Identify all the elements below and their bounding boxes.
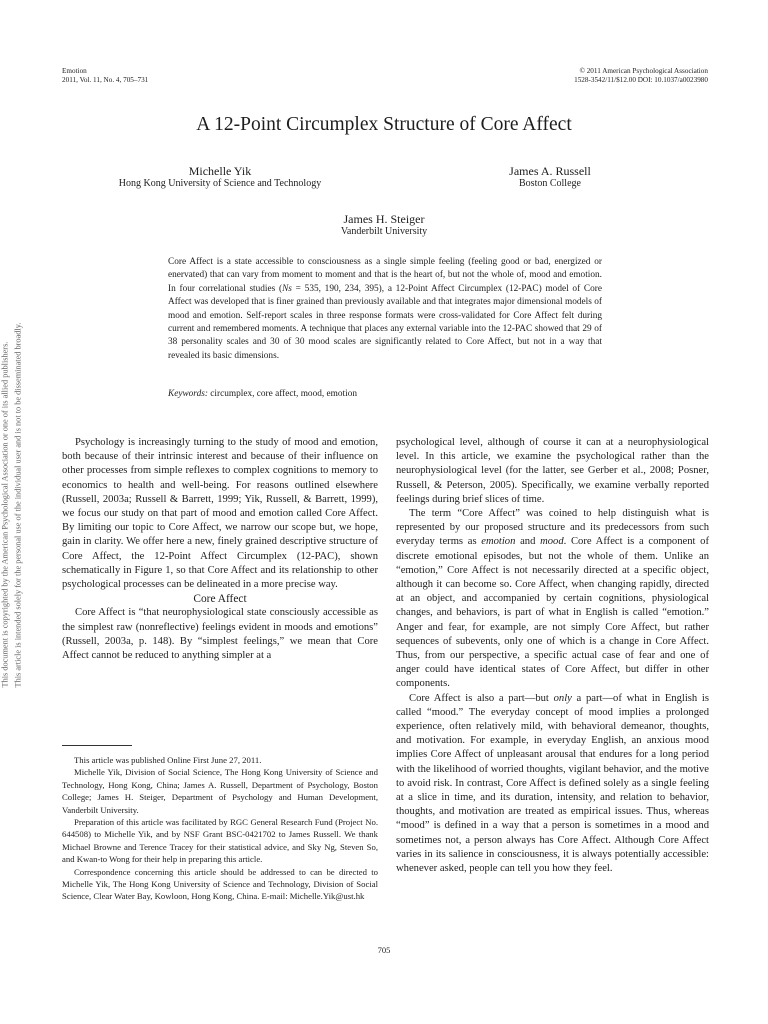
copyright-line: © 2011 American Psychological Association: [579, 67, 708, 75]
author-name: James A. Russell: [509, 164, 591, 178]
author-affiliation: Boston College: [519, 178, 581, 189]
text-run: and: [515, 536, 541, 548]
journal-name: Emotion: [62, 67, 87, 75]
body-paragraph: Core Affect is “that neurophysiological state consciously accessible as the simplest raw (nonreflective) feelings evident in moods and emotions” (Russell, 2003a, p. 148). By “simplest feelings,” we mean that Core Affect cannot be reduced to anything simpler at a: [62, 607, 378, 662]
author-affiliation: Hong Kong University of Science and Technology: [118, 178, 322, 189]
abstract-text: Core Affect is a state accessible to consciousness as a single simple feeling (feeling good or bad, energized or enervated) that can vary from moment to moment and that is the heart of, but not the whole of, mood and emotion. In four correlational studies (: [168, 257, 602, 294]
text-run: Core Affect is also a part—but: [409, 692, 554, 704]
journal-volume: 2011, Vol. 11, No. 4, 705–731: [62, 76, 149, 84]
copyright-side-note: [0, 322, 25, 688]
author-name: James H. Steiger: [343, 212, 425, 226]
copyright-block: [574, 67, 708, 85]
body-paragraph: psychological level, although of course it can at a neurophysiological level. In this article, we examine the psychological rather than the neurophysiological level (for the latter, see Gerber et al., 2008; Posner, Russell, & Peterson, 2005). Specifically, we examine verbally reported feelings during brief slices of time.: [396, 437, 709, 505]
footnote: Correspondence concerning this article should be addressed to can be directed to Michelle Yik, The Hong Kong University of Science and Technology, Division of Social Science, Clear Water Bay, Kowloon, Hong Kong, China. E-mail: Michelle.Yik@ust.hk: [62, 866, 378, 902]
body-paragraph: Psychology is increasingly turning to the study of mood and emotion, both because of their intrinsic interest and because of their influence on other processes from simple reflexes to complex cognitions to memory to economics to health and well-being. For reasons outlined elsewhere (Russell, 2003a; Russell & Barrett, 1999; Yik, Russell, & Barrett, 1999), we focus our study on that part of mood and emotion called Core Affect. By limiting our topic to Core Affect, we narrow our scope but, we hope, gain in clarity. We offer here a new, finely grained descriptive structure of Core Affect, the 12-Point Affect Circumplex (12-PAC), shown schematically in Figure 1, so that Core Affect and its relationship to other psychological processes can be delineated in a more precise way.: [62, 437, 378, 591]
footnote-divider: [62, 745, 132, 746]
keywords-text: circumplex, core affect, mood, emotion: [207, 389, 357, 399]
footnote: This article was published Online First June 27, 2011.: [74, 755, 262, 765]
text-emphasis: mood: [540, 536, 564, 548]
author-block-3: [284, 212, 484, 238]
doi-line: 1528-3542/11/$12.00 DOI: 10.1037/a0023980: [574, 76, 708, 84]
text-run: . Core Affect is a component of discrete emotional episodes, but not the whole of them. Unlike an “emotion,” Core Affect is not necessarily directed at a specific object, although it can become so. Core Affect, when changing rapidly, directed at an object, and accompanied by certain cognitions, physiological changes, and behaviors, is part of what in English is called “emotion.” Anger and fear, for example, are not simply Core Affect, but rather sequences of subevents, only one of which is a change in Core Affect. Thus, from our perspective, a specific actual case of fear and one of anger could have identical states of Core Affect, but differ in other components.: [396, 536, 709, 690]
abstract: [168, 256, 602, 363]
journal-citation: [62, 67, 148, 85]
footnote: Preparation of this article was facilitated by RGC General Research Fund (Project No. 644508) to Michelle Yik, and by NSF Grant BSC-0421702 to James Russell. We thank Michael Browne and Terence Tracey for their statistical advice, and Sky Ng, Steven So, and Kwan-to Wong for their help in preparing this article.: [62, 817, 378, 865]
article-title: A 12-Point Circumplex Structure of Core Affect: [196, 114, 572, 135]
side-note-line: This document is copyrighted by the American Psychological Association or one of its allied publishers.: [0, 341, 10, 688]
text-run: a part—of what in English is called “mood.” The everyday concept of mood implies a prolonged experience, often relatively mild, with behavioral demeanor, thoughts, and motivation. For example, in everyday English, an anxious mood implies Core Affect of unpleasant arousal that endures for a long period with the likelihood of worried thoughts, vigilant behavior, and the motive to avoid risk. In contrast, Core Affect is defined solely as a single feeling at a slice in time, and its duration, intensity, and relation to behavior, thoughts, and motivation are treated as empirical issues. Thus, whereas “mood” is defined in a way that a person is sometimes in a mood and sometimes not, a person always has Core Affect. Although Core Affect varies in its salience in consciousness, it is always potentially accessible: whenever asked, people can tell you how they feel.: [396, 692, 709, 875]
keywords: [168, 388, 602, 401]
author-block-2: [470, 164, 630, 190]
footnote: Michelle Yik, Division of Social Science, The Hong Kong University of Science and Technology, Hong Kong, China; James A. Russell, Department of Psychology, Boston College; James H. Steiger, Department of Psychology and Human Development, Vanderbilt University.: [62, 767, 378, 815]
keywords-label: Keywords:: [168, 389, 208, 399]
right-column: [396, 436, 709, 876]
author-affiliation: Vanderbilt University: [340, 226, 428, 237]
footnotes: [62, 754, 378, 903]
page-number: 705: [377, 945, 391, 955]
text-run: The term “Core Affect” was coined to help distinguish what is represented by our proposed structure and its predecessors from such everyday terms as: [396, 508, 709, 548]
author-name: Michelle Yik: [188, 164, 252, 178]
body-paragraph: [396, 507, 709, 692]
section-heading: Core Affect: [193, 593, 247, 606]
left-column: [62, 436, 378, 663]
side-note-line: This article is intended solely for the personal use of the individual user and is not to be disseminated broadly.: [13, 322, 22, 688]
abstract-text: = 535, 190, 234, 395), a 12-Point Affect Circumplex (12-PAC) model of Core Affect was developed that is finer grained than previously available and that integrates major dimensional models of mood and emotion. Self-report scales in three response formats were cross-validated for Core Affect felt during current and remembered moments. A technique that places any external variable into the 12-PAC showed that 29 of 38 personality scales and 30 of 30 mood scales are significantly related to Core Affect, but not in a way that revealed its basic dimensions.: [168, 283, 602, 361]
body-paragraph: [396, 692, 709, 877]
abstract-ns: Ns: [282, 283, 292, 294]
text-emphasis: only: [553, 692, 572, 704]
author-block-1: [90, 164, 350, 190]
text-emphasis: emotion: [481, 536, 516, 548]
